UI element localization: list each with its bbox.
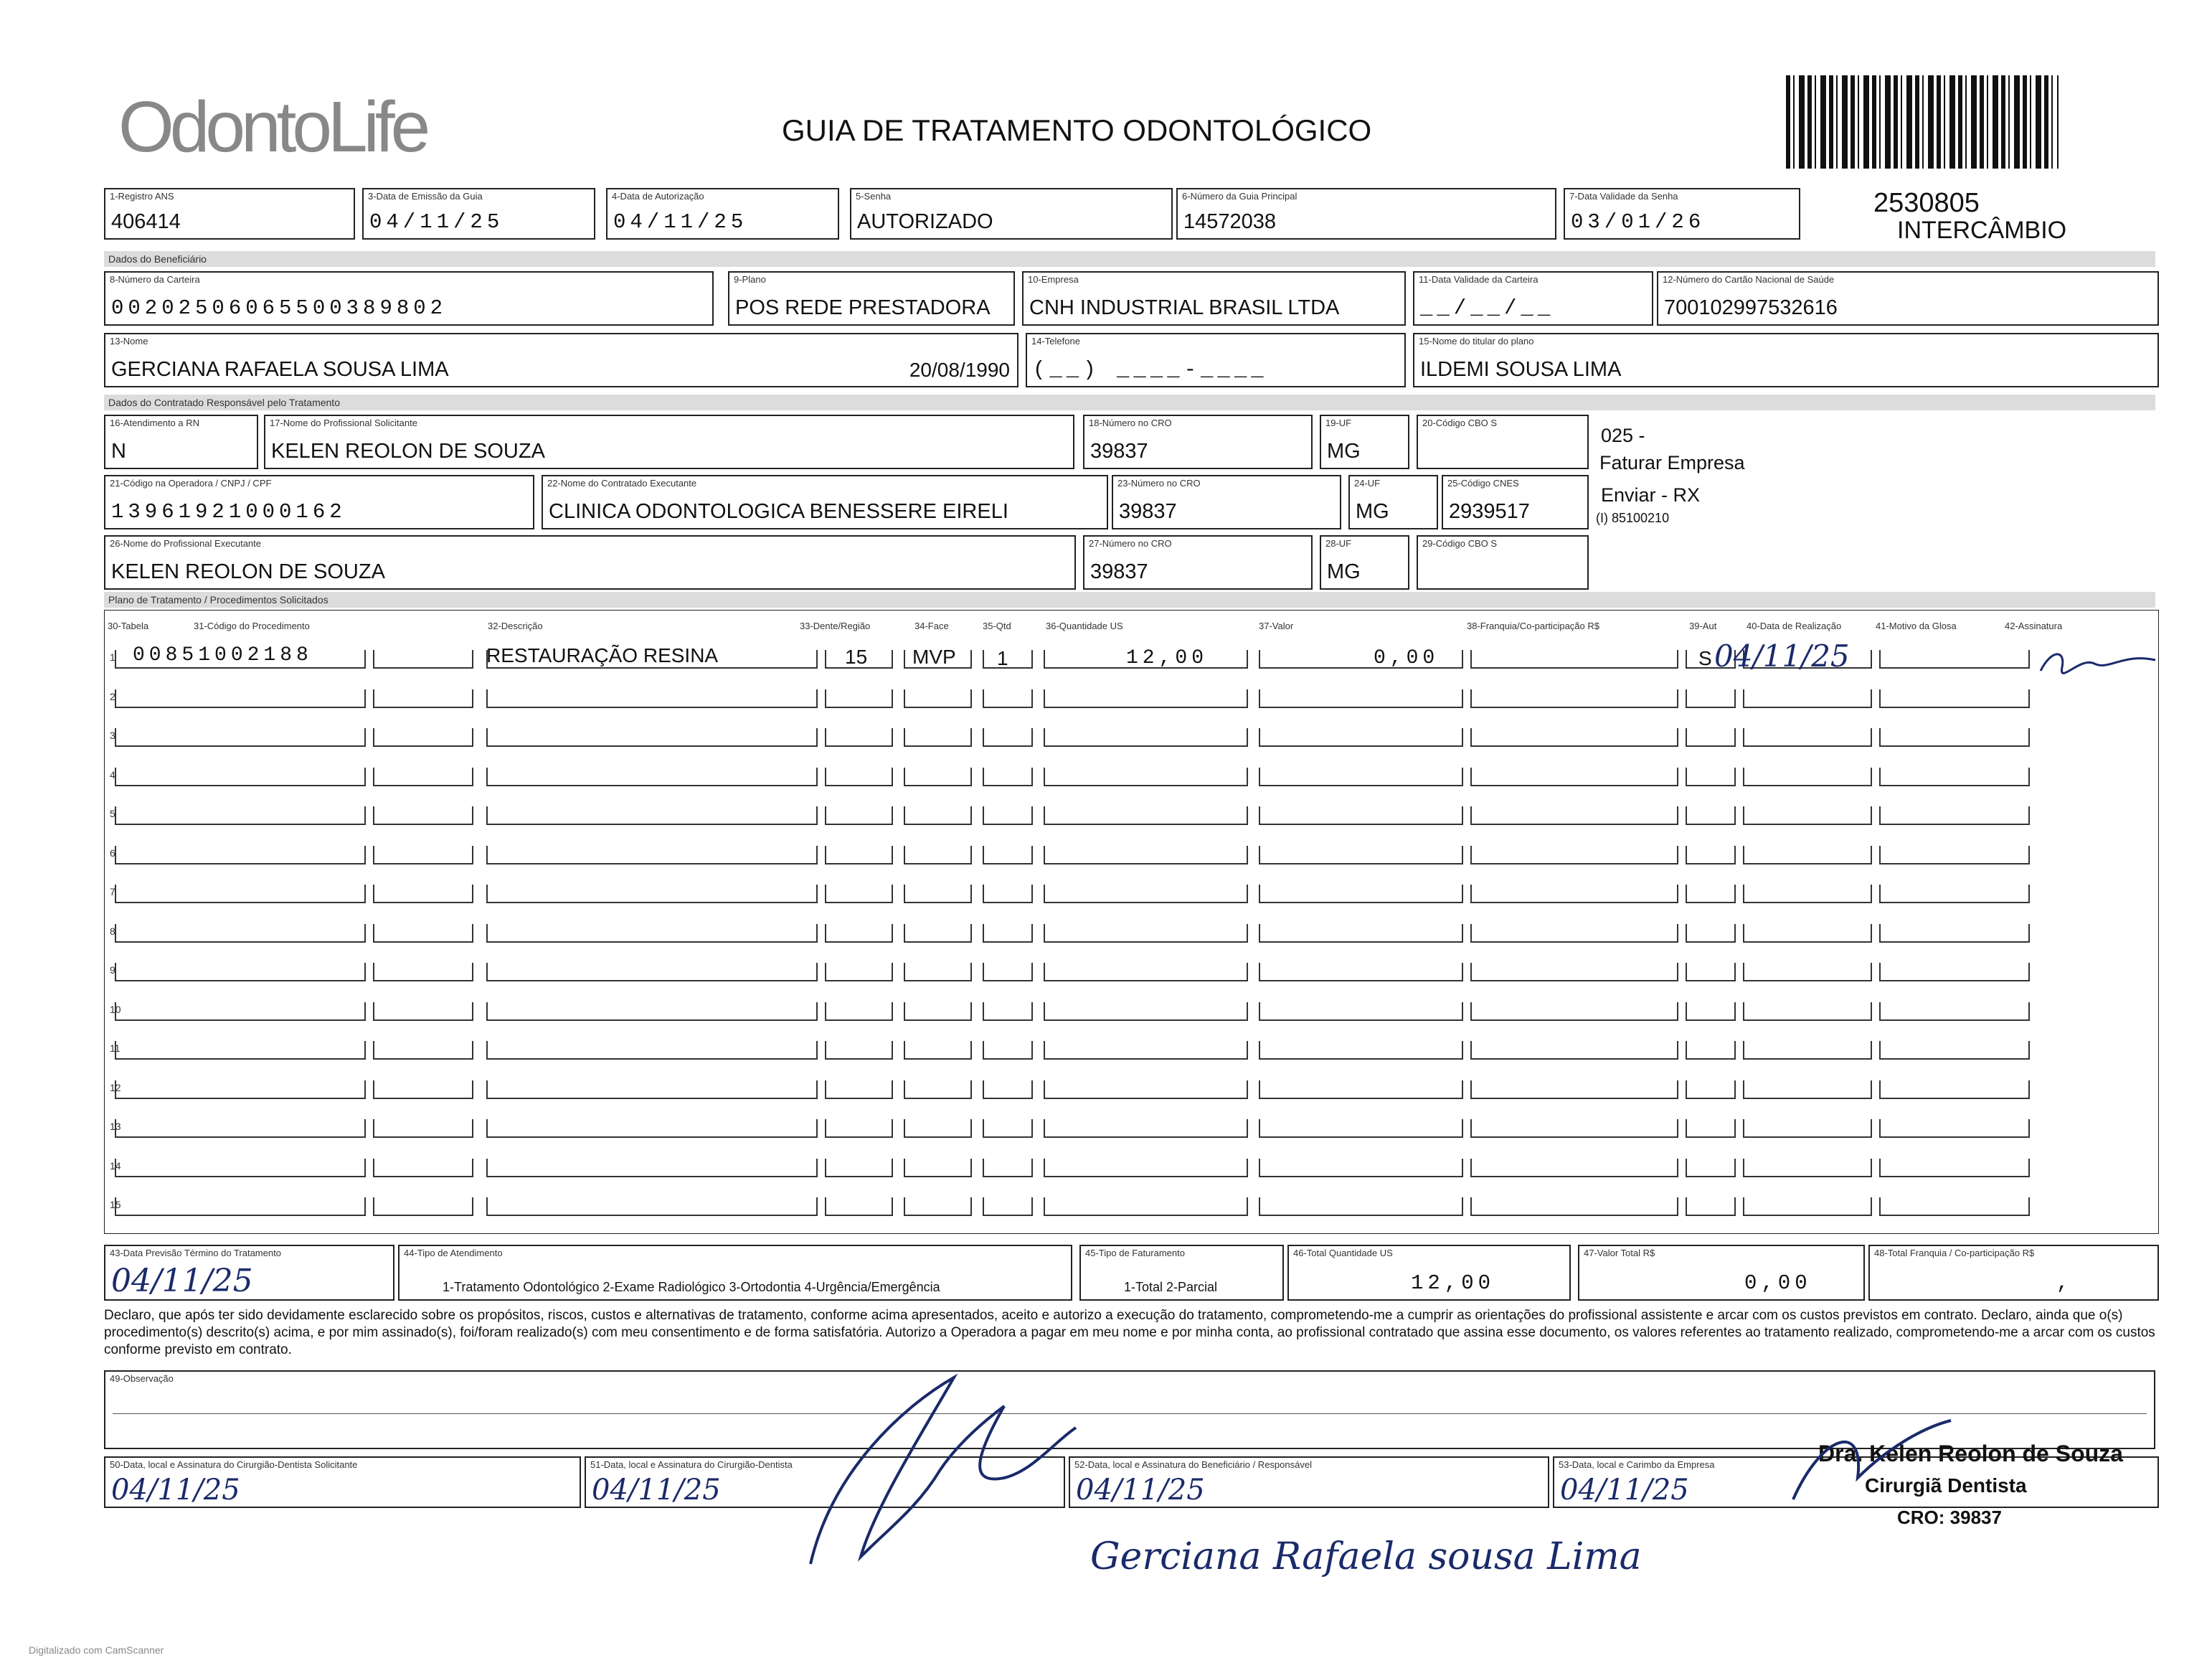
stamp-name: Dra. Kelen Reolon de Souza — [1818, 1441, 2123, 1466]
table-cell[interactable] — [1044, 1119, 1248, 1138]
stamp-title: Cirurgiã Dentista — [1865, 1474, 2027, 1497]
table-cell[interactable] — [1686, 1159, 1736, 1177]
table-cell[interactable] — [373, 846, 473, 864]
table-cell[interactable] — [825, 1197, 893, 1216]
column-header: 36-Quantidade US — [1046, 621, 1123, 631]
table-cell[interactable] — [1044, 806, 1248, 825]
table-cell[interactable] — [1259, 846, 1463, 864]
table-cell[interactable] — [904, 768, 972, 786]
column-header: 37-Valor — [1259, 621, 1294, 631]
table-cell[interactable] — [1743, 1159, 1872, 1177]
table-cell[interactable] — [373, 650, 473, 669]
table-cell[interactable] — [1743, 1080, 1872, 1099]
table-cell[interactable] — [1259, 885, 1463, 903]
table-cell[interactable] — [373, 1159, 473, 1177]
table-cell[interactable] — [904, 728, 972, 747]
stamp-signature — [1779, 1406, 1965, 1514]
table-cell[interactable] — [904, 1002, 972, 1021]
field-cro-solicitante: 18-Número no CRO 39837 — [1083, 415, 1313, 469]
table-cell[interactable] — [115, 728, 366, 747]
table-cell[interactable] — [1743, 728, 1872, 747]
table-cell[interactable] — [486, 728, 818, 747]
table-cell[interactable] — [1044, 1159, 1248, 1177]
table-cell[interactable] — [1259, 1119, 1463, 1138]
table-cell[interactable] — [904, 1197, 972, 1216]
table-cell[interactable] — [115, 1197, 366, 1216]
proc-us: 12,00 — [1126, 647, 1209, 669]
table-cell[interactable] — [486, 689, 818, 708]
row-number: 13 — [110, 1121, 121, 1132]
table-cell[interactable] — [1044, 1002, 1248, 1021]
page-title: GUIA DE TRATAMENTO ODONTOLÓGICO — [782, 113, 1372, 147]
row-number: 3 — [110, 730, 115, 741]
table-cell[interactable] — [1259, 806, 1463, 825]
table-cell[interactable] — [373, 1002, 473, 1021]
table-cell[interactable] — [1470, 1080, 1678, 1099]
column-header: 34-Face — [914, 621, 949, 631]
row-number: 4 — [110, 768, 115, 781]
table-cell[interactable] — [486, 1119, 818, 1138]
row-number: 9 — [110, 964, 115, 976]
table-cell[interactable] — [1686, 1002, 1736, 1021]
table-cell[interactable] — [1879, 1041, 2030, 1060]
table-cell[interactable] — [1044, 924, 1248, 943]
table-cell[interactable] — [1259, 1002, 1463, 1021]
table-cell[interactable] — [486, 924, 818, 943]
table-cell[interactable] — [486, 806, 818, 825]
table-cell[interactable] — [373, 1119, 473, 1138]
proc-aut: S — [1698, 647, 1712, 669]
table-cell[interactable] — [1686, 1080, 1736, 1099]
row-number: 6 — [110, 847, 115, 859]
row-number: 7 — [110, 886, 115, 897]
field-tipo-atendimento: 44-Tipo de Atendimento 1-Tratamento Odontológico 2-Exame Radiológico 3-Ortodontia 4-Urgência/Emergência — [398, 1245, 1072, 1301]
table-cell[interactable] — [983, 846, 1033, 864]
table-cell[interactable] — [983, 1002, 1033, 1021]
table-cell[interactable] — [1044, 768, 1248, 786]
table-cell[interactable] — [115, 846, 366, 864]
table-cell[interactable] — [1044, 885, 1248, 903]
table-cell[interactable] — [1470, 1197, 1678, 1216]
field-atendimento-rn: 16-Atendimento a RN N — [104, 415, 258, 469]
declaration-text: Declaro, que após ter sido devidamente esclarecido sobre os propósitos, riscos, custos e alternativas de tratamento, conforme acima apresentados, aceito e autorizo a execução do tratamento, comprometendo-me a cumprir as orientações do profissional assistente e arcar com os custos previstos em contrato. Declaro, ainda que o(s) procedimento(s) descrito(s) acima, e por mim assinado(s), foi/foram realizado(s) com meu consentimento e de forma satisfatória. Autorizo a Operadora a pagar em meu nome e por minha conta, ao profissional contratado que assina esse documento, os valores referentes ao tratamento realizado, comprometendo-me a arcar com os custos conforme previsto em contrato. — [104, 1308, 2155, 1357]
field-cnes: 25-Código CNES 2939517 — [1442, 475, 1589, 529]
column-header: 30-Tabela — [108, 621, 149, 631]
proc-face: MVP — [912, 646, 956, 668]
table-cell[interactable] — [825, 846, 893, 864]
column-header: 33-Dente/Região — [800, 621, 871, 631]
field-cbos-executante: 29-Código CBO S — [1417, 535, 1589, 590]
table-cell[interactable] — [983, 1197, 1033, 1216]
table-cell[interactable] — [1470, 963, 1678, 981]
table-cell[interactable] — [1879, 1002, 2030, 1021]
table-cell[interactable] — [1470, 846, 1678, 864]
column-header: 38-Franquia/Co-participação R$ — [1467, 621, 1599, 631]
table-cell[interactable] — [1259, 963, 1463, 981]
section-beneficiario: Dados do Beneficiário — [104, 251, 2155, 267]
section-plano-tratamento: Plano de Tratamento / Procedimentos Solicitados — [104, 592, 2155, 608]
table-cell[interactable] — [825, 728, 893, 747]
header-code: 2530805 — [1873, 188, 1980, 218]
table-cell[interactable] — [486, 963, 818, 981]
table-cell[interactable] — [983, 1159, 1033, 1177]
table-cell[interactable] — [486, 846, 818, 864]
field-profissional-executante: 26-Nome do Profissional Executante KELEN REOLON DE SOUZA — [104, 535, 1076, 590]
table-cell[interactable] — [1686, 1041, 1736, 1060]
table-cell[interactable] — [1879, 924, 2030, 943]
table-cell[interactable] — [486, 885, 818, 903]
row-number: 1 — [110, 651, 115, 663]
table-cell[interactable] — [1743, 1002, 1872, 1021]
field-uf-contratado: 24-UF MG — [1348, 475, 1438, 529]
field-cro-contratado: 23-Número no CRO 39837 — [1112, 475, 1341, 529]
table-cell[interactable] — [1470, 1119, 1678, 1138]
table-cell[interactable] — [1470, 768, 1678, 786]
stamp-cro: CRO: 39837 — [1897, 1507, 2002, 1528]
table-cell[interactable] — [1259, 1159, 1463, 1177]
table-cell[interactable] — [1879, 846, 2030, 864]
table-cell[interactable] — [1743, 1197, 1872, 1216]
field-codigo-operadora: 21-Código na Operadora / CNPJ / CPF 13961921000162 — [104, 475, 534, 529]
field-empresa: 10-Empresa CNH INDUSTRIAL BRASIL LTDA — [1022, 271, 1406, 326]
table-cell[interactable] — [1470, 1159, 1678, 1177]
field-nome-beneficiario: 13-Nome GERCIANA RAFAELA SOUSA LIMA 20/08/1990 — [104, 333, 1018, 387]
table-cell[interactable] — [373, 1080, 473, 1099]
field-numero-carteira: 8-Número da Carteira 00202506065500389802 — [104, 271, 714, 326]
table-cell[interactable] — [115, 1119, 366, 1138]
table-cell[interactable] — [1044, 963, 1248, 981]
table-cell[interactable] — [1259, 768, 1463, 786]
field-plano: 9-Plano POS REDE PRESTADORA — [728, 271, 1015, 326]
table-cell[interactable] — [904, 806, 972, 825]
field-cbos-solicitante: 20-Código CBO S — [1417, 415, 1589, 469]
field-uf-solicitante: 19-UF MG — [1320, 415, 1409, 469]
table-cell[interactable] — [1044, 728, 1248, 747]
field-tipo-faturamento: 45-Tipo de Faturamento 1-Total 2-Parcial — [1079, 1245, 1284, 1301]
field-total-quantidade-us: 46-Total Quantidade US 12,00 — [1287, 1245, 1571, 1301]
table-cell[interactable] — [904, 689, 972, 708]
field-validade-carteira: 11-Data Validade da Carteira __/__/__ — [1413, 271, 1653, 326]
table-cell[interactable] — [373, 924, 473, 943]
field-data-emissao: 3-Data de Emissão da Guia 04/11/25 — [362, 188, 595, 240]
column-header: 32-Descrição — [488, 621, 543, 631]
table-cell[interactable] — [983, 728, 1033, 747]
table-cell[interactable] — [1259, 689, 1463, 708]
row-number: 2 — [110, 690, 115, 702]
field-assinatura-solicitante: 50-Data, local e Assinatura do Cirurgião-Dentista Solicitante 04/11/25 — [104, 1456, 581, 1508]
proc-date: 04/11/25 — [1714, 639, 1850, 674]
table-cell[interactable] — [983, 768, 1033, 786]
table-cell[interactable] — [373, 1041, 473, 1060]
row-number: 5 — [110, 808, 115, 819]
table-cell[interactable] — [486, 1197, 818, 1216]
table-cell[interactable] — [1470, 924, 1678, 943]
table-cell[interactable] — [1044, 846, 1248, 864]
patient-signature: Gerciana Rafaela sousa Lima — [1090, 1535, 1642, 1578]
field-assinatura-beneficiario: 52-Data, local e Assinatura do Beneficiário / Responsável 04/11/25 — [1069, 1456, 1549, 1508]
table-cell[interactable] — [1879, 1119, 2030, 1138]
table-cell[interactable] — [1743, 1119, 1872, 1138]
field-senha: 5-Senha AUTORIZADO — [850, 188, 1173, 240]
proc-qty: 1 — [997, 647, 1008, 669]
table-cell[interactable] — [983, 963, 1033, 981]
table-cell[interactable] — [1879, 806, 2030, 825]
column-header: 42-Assinatura — [2005, 621, 2063, 631]
table-cell[interactable] — [1743, 806, 1872, 825]
table-cell[interactable] — [1259, 1041, 1463, 1060]
row-number: 12 — [110, 1081, 121, 1093]
table-cell[interactable] — [1686, 846, 1736, 864]
proc-code: 00851002188 — [133, 644, 313, 666]
proc-tooth: 15 — [845, 646, 868, 668]
table-cell[interactable] — [904, 1041, 972, 1060]
table-cell[interactable] — [983, 1041, 1033, 1060]
proc-signature — [2037, 642, 2159, 678]
table-cell[interactable] — [486, 1080, 818, 1099]
side-note-1: 025 - — [1601, 425, 1645, 446]
birth-date: 20/08/1990 — [909, 359, 1010, 381]
table-cell[interactable] — [1879, 768, 2030, 786]
table-cell[interactable] — [1686, 806, 1736, 825]
row-number: 14 — [110, 1159, 121, 1172]
field-observacao: 49-Observação — [104, 1370, 2155, 1449]
table-cell[interactable] — [1743, 768, 1872, 786]
table-cell[interactable] — [1686, 689, 1736, 708]
table-cell[interactable] — [904, 924, 972, 943]
table-cell[interactable] — [825, 1159, 893, 1177]
table-cell[interactable] — [904, 846, 972, 864]
row-number: 11 — [110, 1042, 120, 1054]
proc-description: RESTAURAÇÃO RESINA — [486, 644, 719, 666]
table-cell[interactable] — [115, 806, 366, 825]
table-cell[interactable] — [983, 885, 1033, 903]
field-guia-principal: 6-Número da Guia Principal 14572038 — [1176, 188, 1556, 240]
table-cell[interactable] — [825, 768, 893, 786]
table-cell[interactable] — [115, 924, 366, 943]
table-cell[interactable] — [1259, 924, 1463, 943]
table-cell[interactable] — [1044, 1080, 1248, 1099]
table-cell[interactable] — [1743, 1041, 1872, 1060]
table-cell[interactable] — [1470, 1002, 1678, 1021]
table-cell[interactable] — [1743, 885, 1872, 903]
table-cell[interactable] — [1259, 1197, 1463, 1216]
table-cell[interactable] — [983, 689, 1033, 708]
table-cell[interactable] — [1879, 1159, 2030, 1177]
scanner-watermark: Digitalizado com CamScanner — [29, 1644, 164, 1656]
table-cell[interactable] — [983, 1119, 1033, 1138]
table-cell[interactable] — [1879, 1080, 2030, 1099]
side-note-3: Enviar - RX — [1601, 484, 1701, 506]
proc-valor: 0,00 — [1374, 647, 1440, 669]
table-cell[interactable] — [1879, 1197, 2030, 1216]
odontolife-logo: OdontoLife — [118, 87, 427, 167]
table-cell[interactable] — [1470, 806, 1678, 825]
table-cell[interactable] — [373, 806, 473, 825]
table-cell[interactable] — [115, 963, 366, 981]
table-cell[interactable] — [1879, 963, 2030, 981]
table-cell[interactable] — [1044, 1197, 1248, 1216]
table-cell[interactable] — [983, 1080, 1033, 1099]
table-cell[interactable] — [1686, 924, 1736, 943]
table-cell[interactable] — [1743, 846, 1872, 864]
table-cell[interactable] — [1686, 768, 1736, 786]
dentist-signature — [789, 1363, 1090, 1578]
table-cell[interactable] — [373, 1197, 473, 1216]
table-cell[interactable] — [373, 963, 473, 981]
table-cell[interactable] — [1470, 689, 1678, 708]
table-cell[interactable] — [825, 806, 893, 825]
field-valor-total: 47-Valor Total R$ 0,00 — [1578, 1245, 1865, 1301]
table-cell[interactable] — [1879, 689, 2030, 708]
table-cell[interactable] — [904, 963, 972, 981]
table-cell[interactable] — [1743, 924, 1872, 943]
table-cell[interactable] — [1879, 650, 2030, 669]
column-header: 41-Motivo da Glosa — [1876, 621, 1957, 631]
table-cell[interactable] — [373, 885, 473, 903]
table-cell[interactable] — [1259, 1080, 1463, 1099]
table-cell[interactable] — [486, 768, 818, 786]
field-uf-executante: 28-UF MG — [1320, 535, 1409, 590]
table-cell[interactable] — [983, 806, 1033, 825]
column-header: 40-Data de Realização — [1747, 621, 1842, 631]
table-cell[interactable] — [825, 924, 893, 943]
table-cell[interactable] — [825, 963, 893, 981]
field-cro-executante: 27-Número no CRO 39837 — [1083, 535, 1313, 590]
field-telefone: 14-Telefone (__) ____-____ — [1026, 333, 1406, 387]
column-header: 39-Aut — [1689, 621, 1717, 631]
row-number: 15 — [110, 1199, 121, 1210]
table-cell[interactable] — [486, 1041, 818, 1060]
table-cell[interactable] — [1470, 885, 1678, 903]
table-cell[interactable] — [825, 885, 893, 903]
table-cell[interactable] — [115, 885, 366, 903]
field-titular-plano: 15-Nome do titular do plano ILDEMI SOUSA LIMA — [1413, 333, 2159, 387]
table-cell[interactable] — [1879, 885, 2030, 903]
table-cell[interactable] — [983, 924, 1033, 943]
field-registro-ans: 1-Registro ANS 406414 — [104, 188, 355, 240]
field-previsao-termino: 43-Data Previsão Término do Tratamento 04/11/25 — [104, 1245, 394, 1301]
table-cell[interactable] — [1686, 1197, 1736, 1216]
column-header: 31-Código do Procedimento — [194, 621, 310, 631]
table-cell[interactable] — [115, 768, 366, 786]
field-profissional-solicitante: 17-Nome do Profissional Solicitante KELEN REOLON DE SOUZA — [264, 415, 1074, 469]
field-assinatura-dentista: 51-Data, local e Assinatura do Cirurgião-Dentista 04/11/25 — [585, 1456, 1065, 1508]
table-cell[interactable] — [373, 689, 473, 708]
table-cell[interactable] — [115, 689, 366, 708]
table-cell[interactable] — [904, 885, 972, 903]
field-data-autorizacao: 4-Data de Autorização 04/11/25 — [606, 188, 839, 240]
table-cell[interactable] — [115, 1080, 366, 1099]
row-number: 8 — [110, 925, 115, 937]
header-sub: INTERCÂMBIO — [1897, 217, 2067, 244]
column-header: 35-Qtd — [983, 621, 1011, 631]
table-cell[interactable] — [1686, 963, 1736, 981]
section-contratado: Dados do Contratado Responsável pelo Tratamento — [104, 395, 2155, 410]
table-cell[interactable] — [825, 1002, 893, 1021]
row-number: 10 — [110, 1003, 121, 1015]
table-cell[interactable] — [1470, 1041, 1678, 1060]
table-cell[interactable] — [1470, 728, 1678, 747]
table-cell[interactable] — [1743, 963, 1872, 981]
table-cell[interactable] — [373, 768, 473, 786]
table-cell[interactable] — [1044, 1041, 1248, 1060]
table-cell[interactable] — [825, 689, 893, 708]
table-cell[interactable] — [904, 1080, 972, 1099]
table-cell[interactable] — [486, 1002, 818, 1021]
field-contratado-executante: 22-Nome do Contratado Executante CLINICA ODONTOLOGICA BENESSERE EIRELI — [542, 475, 1108, 529]
table-cell[interactable] — [1470, 650, 1678, 669]
table-cell[interactable] — [1259, 728, 1463, 747]
field-validade-senha: 7-Data Validade da Senha 03/01/26 — [1564, 188, 1800, 240]
table-cell[interactable] — [1743, 689, 1872, 708]
table-cell[interactable] — [115, 1041, 366, 1060]
table-cell[interactable] — [1686, 728, 1736, 747]
table-cell[interactable] — [1879, 728, 2030, 747]
table-cell[interactable] — [1044, 689, 1248, 708]
table-cell[interactable] — [373, 728, 473, 747]
field-total-franquia: 48-Total Franquia / Co-participação R$ , — [1868, 1245, 2159, 1301]
table-cell[interactable] — [115, 1159, 366, 1177]
side-note-2: Faturar Empresa — [1599, 452, 1745, 473]
field-cartao-nacional-saude: 12-Número do Cartão Nacional de Saúde 700102997532616 — [1657, 271, 2159, 326]
table-cell[interactable] — [115, 1002, 366, 1021]
table-cell[interactable] — [825, 1119, 893, 1138]
table-cell[interactable] — [904, 1119, 972, 1138]
table-cell[interactable] — [486, 1159, 818, 1177]
table-cell[interactable] — [1686, 885, 1736, 903]
barcode — [1786, 75, 2059, 169]
side-note-4: (I) 85100210 — [1596, 511, 1670, 525]
table-cell[interactable] — [904, 1159, 972, 1177]
field-carimbo-empresa: 53-Data, local e Carimbo da Empresa 04/11/25 — [1553, 1456, 2159, 1508]
table-cell[interactable] — [825, 1080, 893, 1099]
table-cell[interactable] — [1686, 1119, 1736, 1138]
table-cell[interactable] — [825, 1041, 893, 1060]
